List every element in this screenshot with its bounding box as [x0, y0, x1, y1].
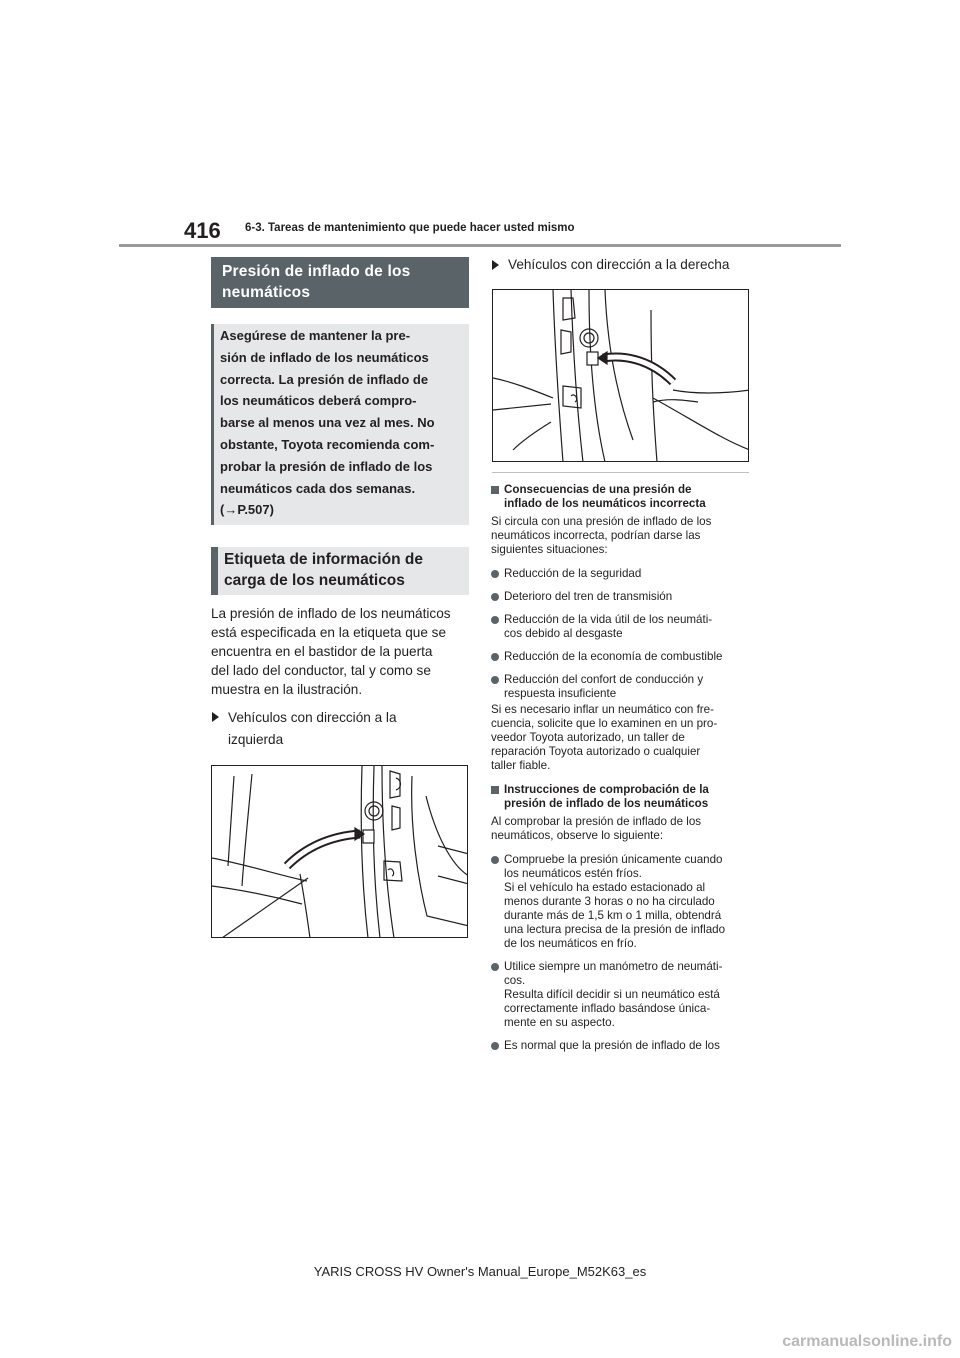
- text-line: taller fiable.: [491, 759, 551, 772]
- text-line: cos.: [504, 974, 526, 987]
- notice-line: neumáticos cada dos semanas.: [220, 480, 416, 496]
- list-item: [491, 1039, 753, 1053]
- illustration-rhd-door-pillar: [492, 289, 749, 462]
- subheading-lhd: [211, 707, 469, 751]
- right-column-text: [491, 483, 753, 1062]
- heading-line: Instrucciones de comprobación de la: [504, 783, 709, 796]
- text-line: mente en su aspecto.: [504, 1016, 615, 1029]
- heading-line: carga de los neumáticos: [224, 572, 405, 589]
- text-line: respuesta insuficiente: [504, 687, 617, 700]
- square-bullet-icon: [491, 486, 499, 494]
- square-bullet-icon: [491, 786, 499, 794]
- page-reference-link[interactable]: (→P.507): [220, 502, 274, 518]
- round-bullet-icon: [491, 676, 499, 684]
- subheading-line: izquierda: [228, 732, 284, 747]
- notice-line: obstante, Toyota recomienda com-: [220, 436, 435, 452]
- text-line: reparación Toyota autorizado o cualquier: [491, 745, 701, 758]
- footer-manual-id: YARIS CROSS HV Owner's Manual_Europe_M52K63_es: [313, 1264, 647, 1279]
- section-heading-consequences: [491, 483, 753, 511]
- text-line: menos durante 3 horas o no ha circulado: [504, 895, 715, 908]
- round-bullet-icon: [491, 1042, 499, 1050]
- text-line: los neumáticos estén fríos.: [504, 867, 642, 880]
- paragraph: [491, 815, 753, 843]
- text-line: Si circula con una presión de inflado de los: [491, 515, 712, 528]
- paragraph: [491, 703, 753, 773]
- notice-line: probar la presión de inflado de los: [220, 458, 433, 474]
- heading-line: Presión de inflado de los: [222, 263, 411, 280]
- text-line: está especificada en la etiqueta que se: [211, 625, 447, 640]
- text-line: veedor Toyota autorizado, un taller de: [491, 731, 685, 744]
- text-line: Compruebe la presión únicamente cuando: [504, 853, 723, 866]
- text-line: correctamente inflado basándose única-: [504, 1002, 711, 1015]
- list-item: [491, 613, 753, 641]
- subheading-line: Vehículos con dirección a la: [228, 710, 397, 725]
- round-bullet-icon: [491, 653, 499, 661]
- text-line: La presión de inflado de los neumáticos: [211, 606, 451, 621]
- notice-line: sión de inflado de los neumáticos: [220, 349, 429, 365]
- page-number: 416: [184, 218, 221, 243]
- notice-line: los neumáticos deberá compro-: [220, 393, 417, 409]
- text-line: cos debido al desgaste: [504, 627, 623, 640]
- notice-line: barse al menos una vez al mes. No: [220, 415, 435, 431]
- figure-divider: [492, 472, 749, 473]
- round-bullet-icon: [491, 616, 499, 624]
- round-bullet-icon: [491, 593, 499, 601]
- subheading-text: Vehículos con dirección a la derecha: [508, 257, 730, 272]
- text-line: Si es necesario inflar un neumático con fre-: [491, 703, 714, 716]
- text-line: neumáticos incorrecta, podrían darse las: [491, 529, 701, 542]
- heading-line: presión de inflado de los neumáticos: [504, 797, 709, 810]
- text-line: Reducción de la economía de combustible: [504, 650, 723, 663]
- section-heading-tire-pressure: [211, 257, 469, 308]
- triangle-bullet-icon: [212, 712, 219, 722]
- text-line: Reducción de la seguridad: [504, 567, 642, 580]
- text-line: de los neumáticos en frío.: [504, 937, 637, 950]
- notice-line: correcta. La presión de inflado de: [220, 371, 429, 387]
- text-line: Al comprobar la presión de inflado de los: [491, 815, 702, 828]
- section-heading-tire-label: [211, 547, 469, 595]
- round-bullet-icon: [491, 856, 499, 864]
- text-line: una lectura precisa de la presión de inflado: [504, 923, 726, 936]
- paragraph: [491, 515, 753, 557]
- notice-box: [211, 324, 469, 525]
- text-line: durante más de 1,5 km o 1 milla, obtendrá: [504, 909, 722, 922]
- heading-line: Consecuencias de una presión de: [504, 483, 692, 496]
- triangle-bullet-icon: [492, 260, 499, 270]
- chapter-title: 6-3. Tareas de mantenimiento que puede hacer usted mismo: [245, 222, 575, 234]
- list-item: [491, 853, 753, 951]
- list-item: [491, 650, 753, 664]
- text-line: Resulta difícil decidir si un neumático está: [504, 988, 720, 1001]
- text-line: neumáticos, observe lo siguiente:: [491, 829, 664, 842]
- illustration-lhd-door-pillar: [211, 765, 468, 938]
- text-line: muestra en la ilustración.: [211, 682, 363, 697]
- text-line: Deterioro del tren de transmisión: [504, 590, 673, 603]
- round-bullet-icon: [491, 570, 499, 578]
- round-bullet-icon: [491, 963, 499, 971]
- heading-line: inflado de los neumáticos incorrecta: [504, 497, 706, 510]
- list-item: [491, 960, 753, 1030]
- list-item: [491, 590, 753, 604]
- subheading-rhd: [491, 255, 751, 274]
- text-line: cuencia, solicite que lo examinen en un pro-: [491, 717, 718, 730]
- text-line: Reducción del confort de conducción y: [504, 673, 704, 686]
- heading-line: neumáticos: [222, 284, 311, 301]
- heading-line: Etiqueta de información de: [224, 551, 423, 568]
- section-heading-check-instructions: [491, 783, 753, 811]
- label-location-paragraph: [211, 604, 473, 699]
- text-line: Utilice siempre un manómetro de neumáti-: [504, 960, 723, 973]
- watermark: carmanualsonline.info: [782, 1333, 952, 1350]
- list-item: [491, 673, 753, 701]
- text-line: Es normal que la presión de inflado de los: [504, 1039, 720, 1052]
- text-line: Si el vehículo ha estado estacionado al: [504, 881, 706, 894]
- list-item: [491, 567, 753, 581]
- header-divider: [119, 244, 841, 247]
- text-line: Reducción de la vida útil de los neumáti-: [504, 613, 713, 626]
- text-line: del lado del conductor, tal y como se: [211, 663, 431, 678]
- text-line: siguientes situaciones:: [491, 543, 608, 556]
- notice-line: Asegúrese de mantener la pre-: [220, 328, 411, 343]
- text-line: encuentra en el bastidor de la puerta: [211, 644, 433, 659]
